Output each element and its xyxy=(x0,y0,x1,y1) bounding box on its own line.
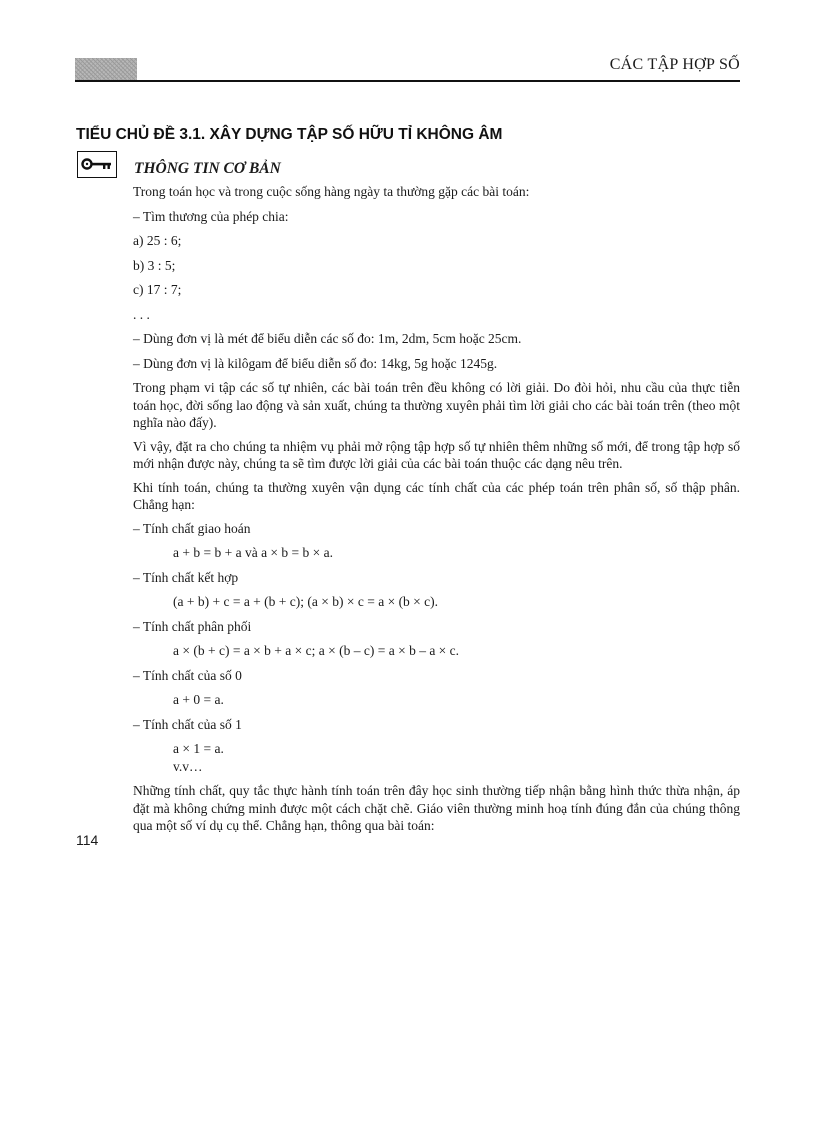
paragraph: Vì vậy, đặt ra cho chúng ta nhiệm vụ phải mở rộng tập hợp số tự nhiên thêm những số mới, để trong tập hợp số mới nhận được này, chúng ta sẽ tìm được lời giải của các bài toán thuộc các dạng nêu trên. xyxy=(133,438,740,471)
property-formula: (a + b) + c = a + (b + c); (a × b) × c = a × (b × c). xyxy=(173,594,439,609)
property-label: – Tính chất phân phối xyxy=(133,618,252,634)
property-label: – Tính chất của số 1 xyxy=(133,716,242,732)
property-formula: a × 1 = a. xyxy=(173,741,224,756)
key-icon xyxy=(77,151,117,178)
page-number: 114 xyxy=(76,832,99,848)
ellipsis: . . . xyxy=(133,306,150,322)
etc-text: v.v… xyxy=(173,758,203,774)
property-label: – Tính chất giao hoán xyxy=(133,520,251,536)
property-formula: a × (b + c) = a × b + a × c; a × (b – c) = a × b – a × c. xyxy=(173,643,460,658)
example-a: a) 25 : 6; xyxy=(133,233,182,248)
body-text xyxy=(133,183,740,841)
paragraph: Trong phạm vi tập các số tự nhiên, các bài toán trên đều không có lời giải. Do đòi hỏi, nhu cầu của thực tiễn toán học, đời sống lao động và sản xuất, chúng ta thường xuyên phải tìm lời giải cho các bài toán trên (theo một nghĩa nào đấy). xyxy=(133,380,740,430)
subsection-title: THÔNG TIN CƠ BẢN xyxy=(134,160,281,177)
example-b: b) 3 : 5; xyxy=(133,257,176,273)
intro-text: Trong toán học và trong cuộc sống hàng ngày ta thường gặp các bài toán: xyxy=(133,184,530,199)
list-item: – Dùng đơn vị là kilôgam để biểu diễn số đo: 14kg, 5g hoặc 1245g. xyxy=(133,355,498,371)
property-formula: a + b = b + a và a × b = b × a. xyxy=(173,545,334,560)
example-c: c) 17 : 7; xyxy=(133,282,182,297)
header-decoration xyxy=(75,58,137,80)
paragraph: Những tính chất, quy tắc thực hành tính toán trên đây học sinh thường tiếp nhận bằng hình thức thừa nhận, áp đặt mà không chứng minh được một cách chặt chẽ. Giáo viên thường minh hoạ tính đúng đắn của chúng thông qua một số ví dụ cụ thể. Chẳng hạn, thông qua bài toán: xyxy=(133,783,740,833)
paragraph: Khi tính toán, chúng ta thường xuyên vận dụng các tính chất của các phép toán trên phân số, số thập phân. Chẳng hạn: xyxy=(133,479,740,512)
section-title: TIỂU CHỦ ĐỀ 3.1. XÂY DỰNG TẬP SỐ HỮU TỈ KHÔNG ÂM xyxy=(76,126,503,143)
list-item: – Dùng đơn vị là mét để biểu diễn các số đo: 1m, 2dm, 5cm hoặc 25cm. xyxy=(133,331,522,346)
property-label: – Tính chất của số 0 xyxy=(133,667,242,683)
property-label: – Tính chất kết hợp xyxy=(133,569,239,585)
header-rule xyxy=(75,80,740,82)
property-formula: a + 0 = a. xyxy=(173,692,224,707)
list-item: – Tìm thương của phép chia: xyxy=(133,208,289,224)
chapter-title: CÁC TẬP HỢP SỐ xyxy=(609,56,740,73)
